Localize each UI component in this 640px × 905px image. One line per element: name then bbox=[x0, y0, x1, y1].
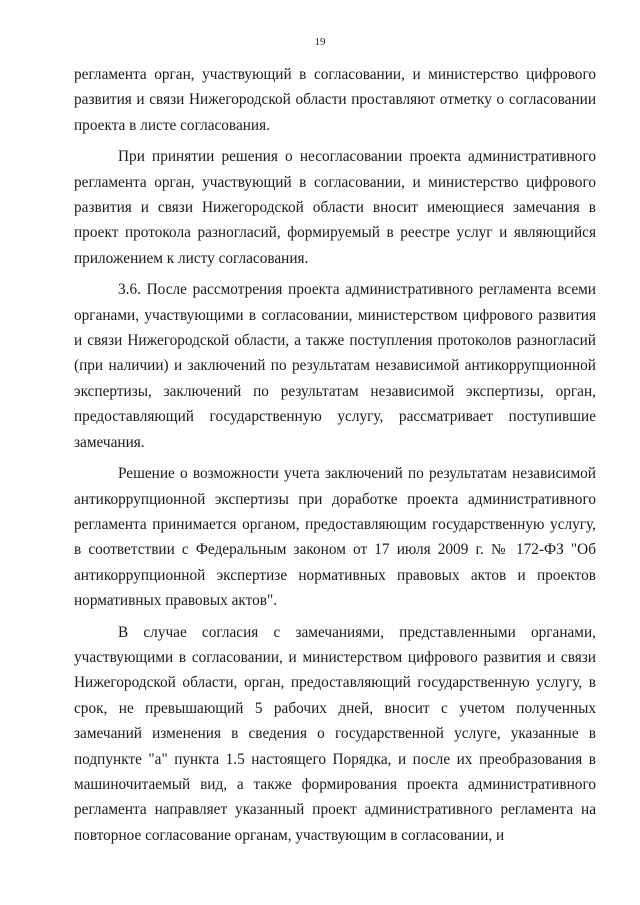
document-body bbox=[74, 62, 596, 854]
paragraph-4: Решение о возможности учета заключений по результатам независимой антикоррупционной экспертизы при доработке проекта административного регламента принимается органом, предоставляющим государственную услугу, в соответствии с Федеральным законом от 17 июля 2009 г. № 172-ФЗ "Об антикоррупционной экспертизе нормативных правовых актов и проектов нормативных правовых актов". bbox=[74, 465, 596, 610]
paragraph-3: 3.6. После рассмотрения проекта административного регламента всеми органами, участвующими в согласовании, министерством цифрового развития и связи Нижегородской области, а также поступления протоколов разногласий (при наличии) и заключений по результатам независимой антикоррупционной экспертизы, заключений по результатам независимой экспертизы, орган, предоставляющий государственную услугу, рассматривает поступившие замечания. bbox=[74, 281, 596, 451]
paragraph-1: регламента орган, участвующий в согласовании, и министерство цифрового развития и связи Нижегородской области проставляют отметку о согласовании проекта в листе согласования. bbox=[74, 66, 596, 134]
paragraph-5: В случае согласия с замечаниями, представленными органами, участвующими в согласовании, и министерством цифрового развития и связи Нижегородской области, орган, предоставляющий государственную услугу, в срок, не превышающий 5 рабочих дней, вносит с учетом полученных замечаний изменения в сведения о государственной услуге, указанные в подпункте "а" пункта 1.5 настоящего Порядка, и после их преобразования в машиночитаемый вид, а также формирования проекта административного регламента направляет указанный проект административного регламента на повторное согласование органам, участвующим в согласовании, и bbox=[74, 623, 596, 844]
page-number: 19 bbox=[314, 36, 326, 48]
paragraph-2: При принятии решения о несогласовании проекта административного регламента орган, участвующий в согласовании, и министерство цифрового развития и связи Нижегородской области вносит имеющиеся замечания в проект протокола разногласий, формируемый в реестре услуг и являющийся приложением к листу согласования. bbox=[74, 148, 596, 267]
